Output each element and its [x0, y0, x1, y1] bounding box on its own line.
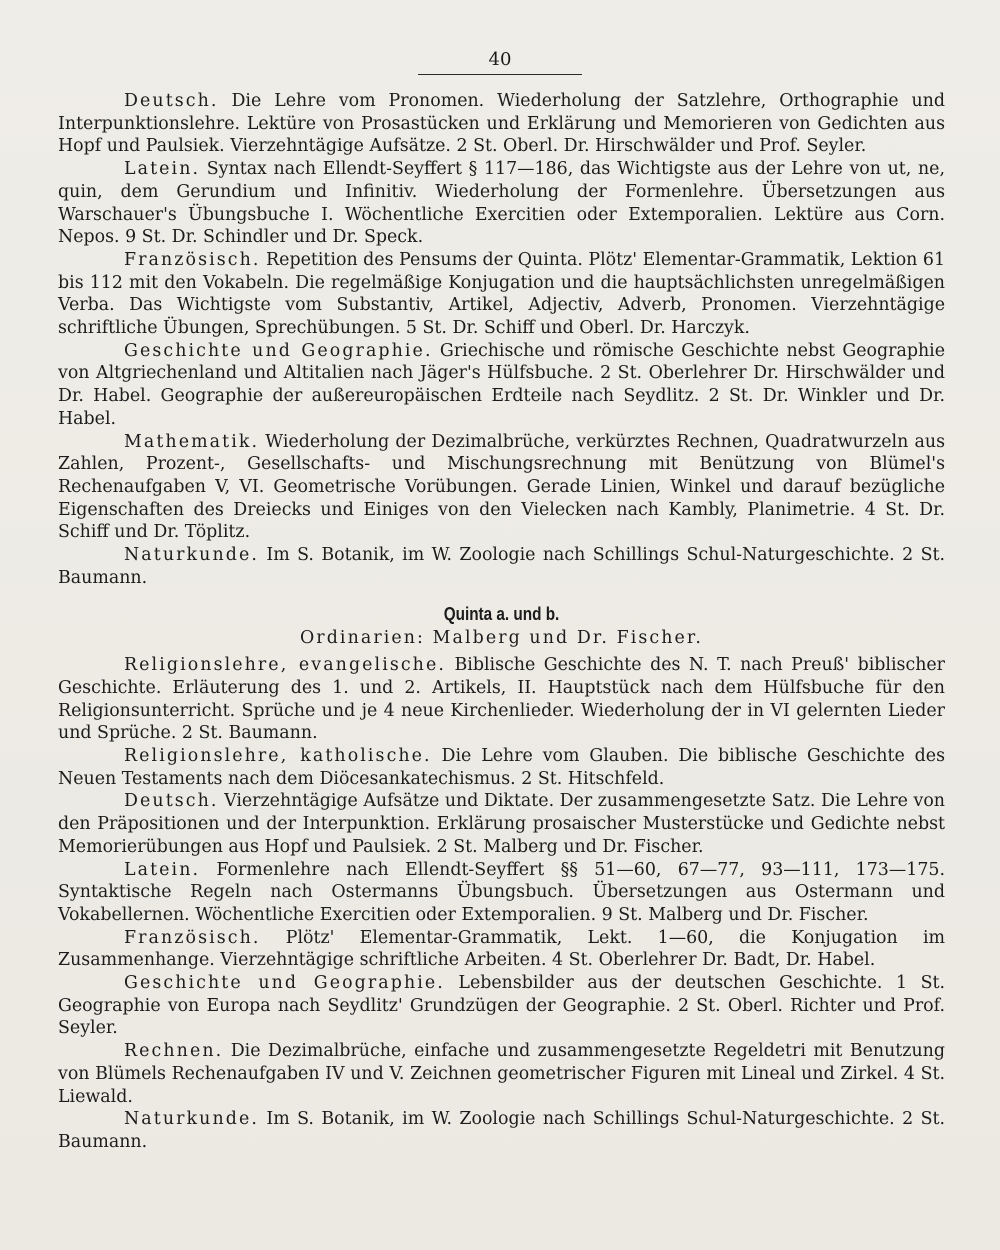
paragraph-body: Im S. Botanik, im W. Zoologie nach Schillings Schul-Naturgeschichte. 2 St. Baumann. [58, 545, 945, 588]
section-heading: Quinta a. und b. [443, 604, 560, 625]
subject-label: Religionslehre, evangelische. [124, 655, 446, 676]
subject-label: Mathematik. [124, 431, 260, 452]
paragraph-latein [58, 859, 945, 927]
subject-label: Religionslehre, katholische. [124, 745, 432, 766]
page-number: 40 [488, 49, 512, 70]
subject-label: Naturkunde. [124, 1109, 259, 1130]
paragraph-body: Die Lehre vom Pronomen. Wiederholung der Satzlehre, Orthographie und Interpunktionslehre. Lektüre von Prosastücken und Erklärung und Memorieren von Gedichten aus Hopf und Paulsiek. Vierzehntägige Aufsätze. 2 St. Oberl. Dr. Hirschwälder und Prof. Seyler. [58, 91, 945, 157]
paragraph-deutsch [58, 90, 945, 158]
paragraph-deutsch [58, 790, 945, 858]
page-number-rule [418, 74, 582, 75]
paragraph-body: Griechische und römische Geschichte nebst Geographie von Altgriechenland und Altitalien nach Jäger's Hülfsbuche. 2 St. Oberlehrer Dr. Hirschwälder und Dr. Habel. Geographie der außereuropäischen Erdteile nach Seydlitz. 2 St. Dr. Winkler und Dr. Habel. [58, 340, 945, 429]
subject-label: Latein. [124, 859, 201, 880]
ordinarien-line: Ordinarien: Malberg und Dr. Fischer. [299, 628, 704, 649]
paragraph-franzoesisch [58, 927, 945, 972]
paragraph-body: Im S. Botanik, im W. Zoologie nach Schillings Schul-Naturgeschichte. 2 St. Baumann. [58, 1109, 945, 1152]
paragraph-religion-evangelisch [58, 654, 945, 745]
subject-label: Geschichte und Geographie. [124, 340, 433, 361]
paragraph-body: Die Lehre vom Glauben. Die biblische Geschichte des Neuen Testaments nach dem Diöcesankatechismus. 2 St. Hitschfeld. [58, 745, 945, 789]
subject-label: Französisch. [124, 249, 261, 270]
paragraph-body: Die Dezimalbrüche, einfache und zusammengesetzte Regeldetri mit Benutzung von Blümels Rechenaufgaben IV und V. Zeichnen geometrischer Figuren mit Lineal und Zirkel. 4 St. Liewald. [58, 1041, 945, 1107]
paragraph-naturkunde [58, 544, 945, 589]
subject-label: Naturkunde. [124, 545, 259, 566]
paragraph-body: Formenlehre nach Ellendt-Seyffert §§ 51—60, 67—77, 93—111, 173—175. Syntaktische Regeln nach Ostermanns Übungsbuch. Übersetzungen aus Ostermann und Vokabellernen. Wöchentliche Exercitien oder Extemporalien. 9 St. Malberg und Dr. Fischer. [58, 859, 945, 925]
text-column [58, 90, 945, 1154]
paragraph-rechnen [58, 1040, 945, 1108]
paragraph-body: Repetition des Pensums der Quinta. Plötz' Elementar-Grammatik, Lektion 61 bis 112 mit den Vokabeln. Die regelmäßige Konjugation und die hauptsächlichsten unregelmäßigen Verba. Das Wichtigste vom Substantiv, Artikel, Adjectiv, Adverb, Pronomen. Vierzehntägige schriftliche Übungen, Sprechübungen. 5 St. Dr. Schiff und Oberl. Dr. Harczyk. [58, 249, 946, 339]
paragraph-body: Wiederholung der Dezimalbrüche, verkürztes Rechnen, Quadratwurzeln aus Zahlen, Prozent-, Gesellschafts- und Mischungsrechnung mit Benützung von Blümel's Rechenaufgaben V, VI. Geometrische Vorübungen. Gerade Linien, Winkel und darauf bezügliche Eigenschaften des Dreiecks und Einiges von den Vielecken nach Kambly, Planimetrie. 4 St. Dr. Schiff und Dr. Töplitz. [58, 431, 945, 543]
subject-label: Geschichte und Geographie. [124, 973, 445, 994]
top-section [58, 90, 945, 589]
paragraph-mathematik [58, 431, 945, 545]
paragraph-body: Lebensbilder aus der deutschen Geschichte. 1 St. Geographie von Europa nach Seydlitz' Grundzügen der Geographie. 2 St. Oberl. Richter und Prof. Seyler. [58, 973, 945, 1039]
paragraph-geschichte [58, 972, 945, 1040]
subject-label: Latein. [124, 159, 201, 180]
paragraph-body: Plötz' Elementar-Grammatik, Lekt. 1—60, die Konjugation im Zusammenhange. Vierzehntägige schriftliche Arbeiten. 4 St. Oberlehrer Dr. Badt, Dr. Habel. [58, 927, 945, 971]
paragraph-geschichte [58, 340, 945, 431]
subject-label: Rechnen. [124, 1041, 224, 1062]
subject-label: Französisch. [124, 927, 261, 948]
paragraph-franzoesisch [58, 249, 945, 340]
subject-label: Deutsch. [124, 91, 219, 111]
paragraph-body: Syntax nach Ellendt-Seyffert § 117—186, das Wichtigste aus der Lehre von ut, ne, quin, dem Gerundium und Infinitiv. Wiederholung der Formenlehre. Übersetzungen aus Warschauer's Übungsbuche I. Wöchentliche Exercitien oder Extemporalien. Lektüre aus Corn. Nepos. 9 St. Dr. Schindler und Dr. Speck. [58, 159, 945, 248]
paragraph-naturkunde [58, 1108, 945, 1153]
paragraph-body: Biblische Geschichte des N. T. nach Preuß' biblischer Geschichte. Erläuterung des 1. und 2. Artikels, II. Hauptstück nach dem Hülfsbuche für den Religionsunterricht. Sprüche und je 4 neue Kirchenlieder. Wiederholung der in VI gelernten Lieder und Sprüche. 2 St. Baumann. [58, 655, 945, 744]
paragraph-religion-katholisch [58, 745, 945, 790]
subject-label: Deutsch. [124, 791, 219, 812]
paragraph-latein [58, 158, 945, 249]
bottom-section [58, 654, 945, 1153]
paragraph-body: Vierzehntägige Aufsätze und Diktate. Der zusammengesetzte Satz. Die Lehre von den Präpositionen und der Interpunktion. Erklärung prosaischer Musterstücke und Gedichte nebst Memorierübungen aus Hopf und Paulsiek. 2 St. Malberg und Dr. Fischer. [58, 791, 945, 857]
